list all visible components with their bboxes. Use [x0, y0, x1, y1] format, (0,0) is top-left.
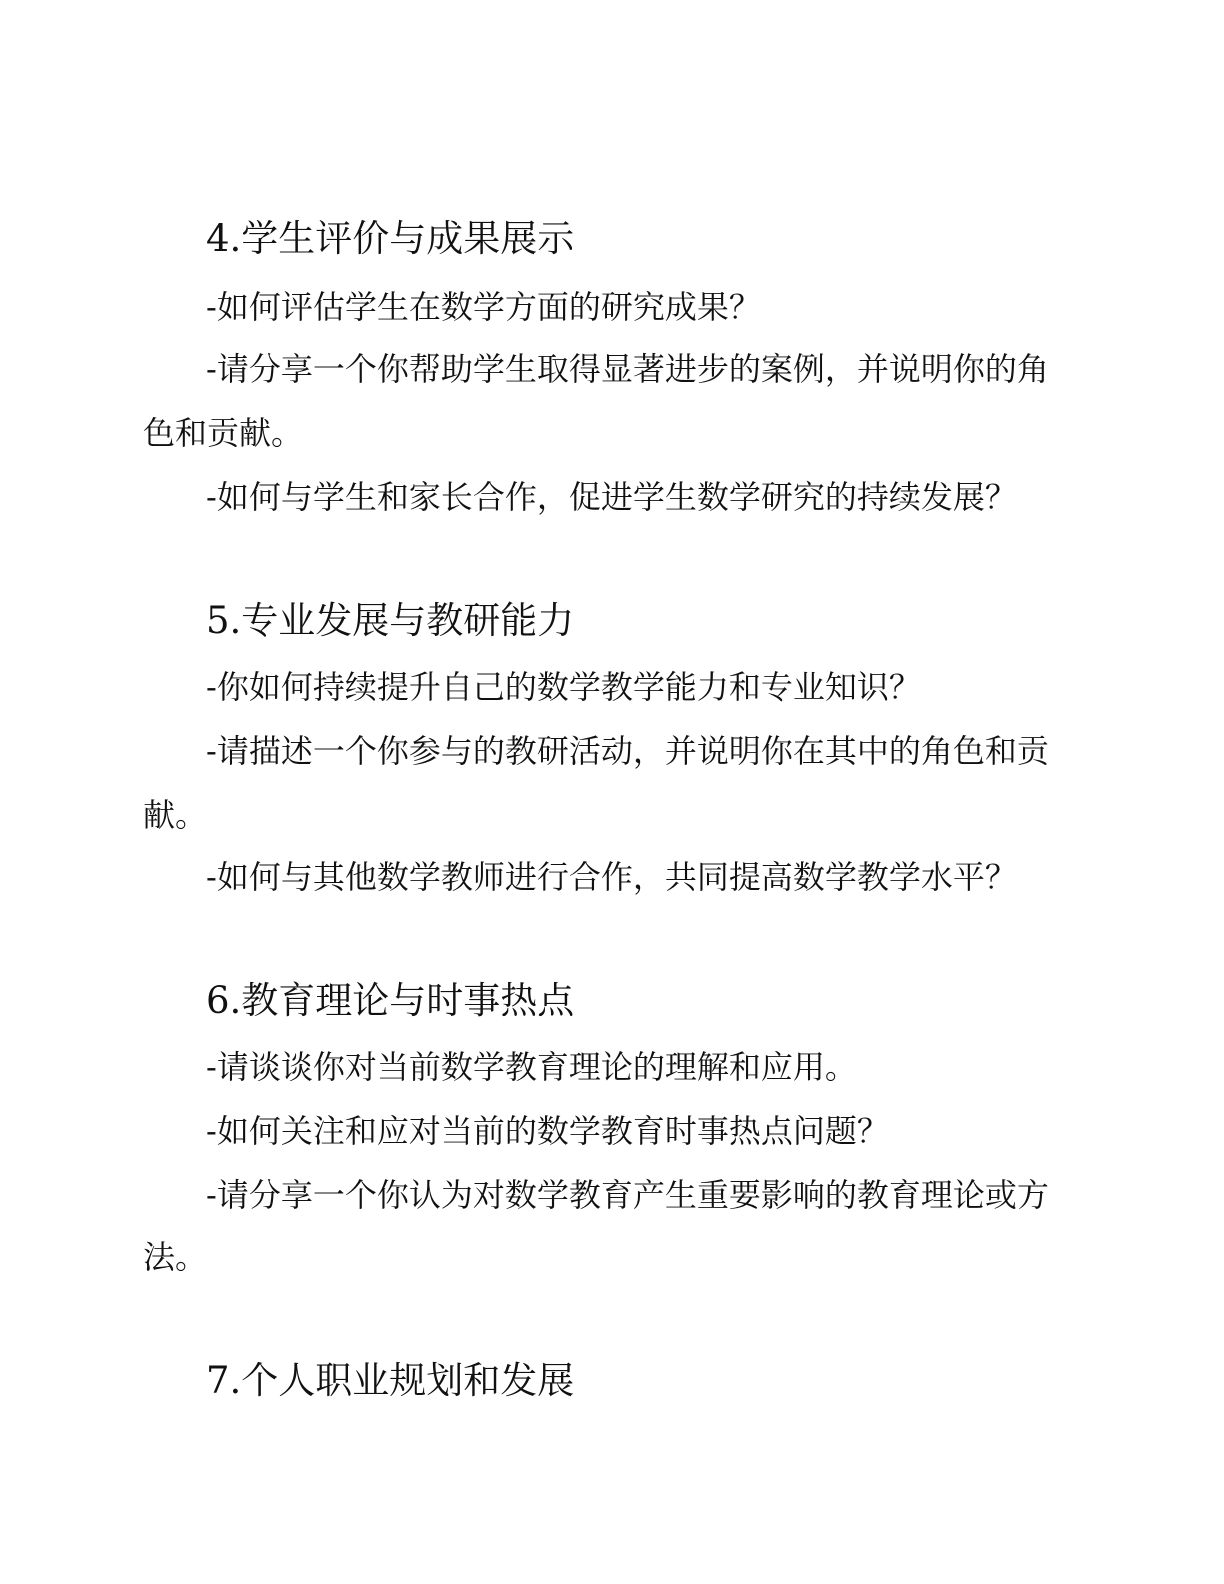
- question-5-3: -如何与其他数学教师进行合作，共同提高数学教学水平？: [206, 858, 1017, 896]
- question-4-1: -如何评估学生在数学方面的研究成果？: [206, 288, 761, 326]
- section-heading-5: 5.专业发展与教研能力: [206, 599, 575, 642]
- question-6-1: -请谈谈你对当前数学教育理论的理解和应用。: [206, 1048, 857, 1086]
- question-6-3-continued: 法。: [143, 1238, 208, 1276]
- question-4-3: -如何与学生和家长合作，促进学生数学研究的持续发展？: [206, 478, 1017, 516]
- section-heading-4: 4.学生评价与成果展示: [206, 217, 575, 260]
- section-heading-7: 7.个人职业规划和发展: [206, 1359, 575, 1402]
- question-5-1: -你如何持续提升自己的数学教学能力和专业知识？: [206, 668, 921, 706]
- question-4-2-continued: 色和贡献。: [143, 414, 304, 452]
- section-heading-6: 6.教育理论与时事热点: [206, 979, 575, 1022]
- question-5-2: -请描述一个你参与的教研活动，并说明你在其中的角色和贡: [206, 732, 1049, 770]
- question-4-2: -请分享一个你帮助学生取得显著进步的案例，并说明你的角: [206, 350, 1049, 388]
- question-5-2-continued: 献。: [143, 796, 208, 834]
- question-6-2: -如何关注和应对当前的数学教育时事热点问题？: [206, 1112, 889, 1150]
- question-6-3: -请分享一个你认为对数学教育产生重要影响的教育理论或方: [206, 1176, 1049, 1214]
